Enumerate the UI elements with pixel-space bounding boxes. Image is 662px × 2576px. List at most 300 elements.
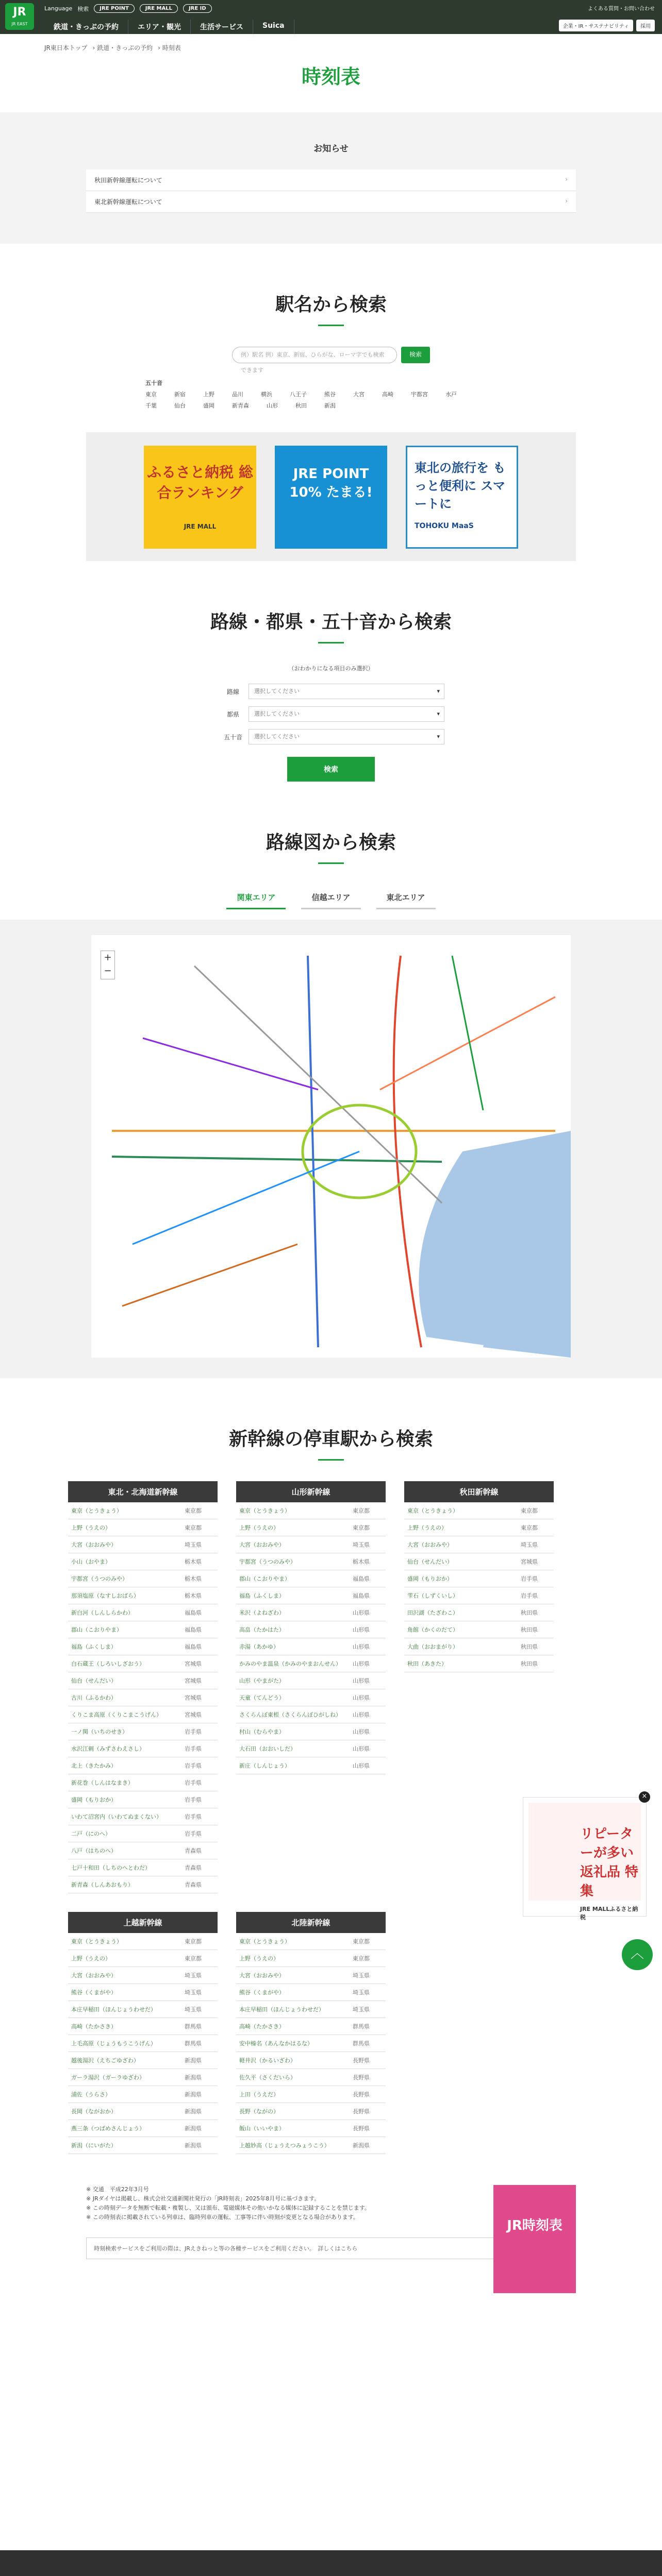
shinkansen-line-name: 北陸新幹線 [236,1912,386,1933]
station-row[interactable] [68,1774,218,1791]
station-name[interactable]: かみのやま温泉（かみのやまおんせん） [236,1655,350,1672]
station-row[interactable] [404,1519,554,1536]
kana-index [145,378,517,412]
station-name[interactable]: 水沢江刺（みずさわえさし） [68,1740,181,1757]
station-name[interactable]: 宇都宮（うつのみや） [236,1553,350,1570]
station-pref: 山形県 [350,1672,386,1689]
station-pref: 埼玉県 [518,1536,554,1553]
station-row[interactable] [236,1706,386,1723]
station-row[interactable] [236,1519,386,1536]
station-row[interactable] [68,2120,218,2137]
station-row[interactable] [68,1570,218,1587]
station-row[interactable] [68,1740,218,1757]
station-name[interactable]: 東京（とうきょう） [236,1502,350,1519]
popup-sub: JRE MALLふるさと納税 [580,1906,638,1921]
station-row[interactable] [236,1740,386,1757]
banner-jre-point[interactable]: JRE POINT 10% たまる! [275,446,387,549]
station-row[interactable] [68,1967,218,1984]
station-row[interactable] [236,2001,386,2018]
nav-suica[interactable]: Suica [253,20,294,34]
kana-station-link[interactable]: 高崎 [382,391,393,398]
station-name[interactable]: 浦佐（うらさ） [68,2086,181,2103]
station-name[interactable]: 上野（うえの） [236,1950,350,1967]
station-name[interactable]: 村山（むらやま） [236,1723,350,1740]
station-row[interactable] [68,2103,218,2120]
station-pref: 東京都 [350,1933,386,1950]
kana-station-link[interactable]: 東京 [145,391,157,398]
station-pref: 岩手県 [518,1587,554,1604]
station-name[interactable]: 大石田（おおいしだ） [236,1740,350,1757]
station-name[interactable]: 佐久平（さくだいら） [236,2069,350,2086]
station-name[interactable]: 郡山（こおりやま） [68,1621,181,1638]
line-search-button[interactable]: 検索 [287,757,375,782]
station-row[interactable] [68,1984,218,2001]
station-pref: 青森県 [181,1842,218,1859]
kana-station-link[interactable]: 熊谷 [324,391,336,398]
kana-station-link[interactable]: 仙台 [174,402,186,409]
tab-tohoku[interactable]: 東北エリア [376,887,436,909]
station-name[interactable]: 福島（ふくしま） [68,1638,181,1655]
station-name[interactable]: 郡山（こおりやま） [236,1570,350,1587]
station-row[interactable] [68,2052,218,2069]
shinkansen-heading: 新幹線の停車駅から検索 [0,1378,662,1461]
station-name[interactable]: 長野（ながの） [236,2103,350,2120]
station-row[interactable] [404,1502,554,1519]
station-row[interactable] [404,1587,554,1604]
station-pref: 福島県 [181,1621,218,1638]
station-name[interactable]: ガーラ湯沢（ガーラゆざわ） [68,2069,181,2086]
shinkansen-line-name: 山形新幹線 [236,1481,386,1502]
station-pref: 埼玉県 [350,1984,386,2001]
station-pref: 宮城県 [181,1706,218,1723]
route-map-graphic [91,935,571,1358]
station-row[interactable] [236,1757,386,1774]
station-row[interactable] [236,1689,386,1706]
station-row[interactable] [236,1553,386,1570]
station-name[interactable]: さくらんぼ東根（さくらんぼひがしね） [236,1706,350,1723]
station-name[interactable]: 越後湯沢（えちごゆざわ） [68,2052,181,2069]
station-pref: 秋田県 [518,1655,554,1672]
station-row[interactable] [236,2018,386,2035]
station-pref: 新潟県 [181,2052,218,2069]
station-row[interactable] [68,2086,218,2103]
station-pref: 東京都 [518,1519,554,1536]
popup-text: リピーターが多い返礼品 特集 [580,1826,639,1899]
station-row[interactable] [236,1655,386,1672]
kana-select[interactable]: 選択してください ▾ [249,729,444,744]
jre-point-link[interactable]: JRE POINT [94,4,134,13]
station-pref: 岩手県 [181,1808,218,1825]
global-nav [44,20,294,34]
station-pref: 東京都 [181,1950,218,1967]
station-search-heading: 駅名から検索 [0,244,662,326]
station-pref: 新潟県 [181,2086,218,2103]
line-search-form [218,664,444,782]
station-pref: 岩手県 [181,1757,218,1774]
station-row[interactable] [68,1536,218,1553]
station-name[interactable]: 東京（とうきょう） [404,1502,518,1519]
station-pref: 山形県 [350,1689,386,1706]
note-line: ※ この時刻データを無断で転載・複製し、又は頒布、電磁媒体その他いかなる媒体に記録することを禁じます。 [86,2205,370,2211]
station-name[interactable]: 宇都宮（うつのみや） [68,1570,181,1587]
station-name[interactable]: 小山（おやま） [68,1553,181,1570]
station-pref: 東京都 [181,1933,218,1950]
station-name[interactable]: 二戸（にのへ） [68,1825,181,1842]
search-link[interactable]: 検索 [77,5,89,12]
station-row[interactable] [404,1553,554,1570]
station-row[interactable] [404,1570,554,1587]
station-name[interactable]: 東京（とうきょう） [68,1502,181,1519]
kana-label: 五十音 [145,380,162,386]
shinkansen-line-name: 上越新幹線 [68,1912,218,1933]
station-row[interactable] [236,1672,386,1689]
kana-station-link[interactable]: 秋田 [295,402,307,409]
site-header [0,0,662,34]
station-pref: 新潟県 [350,2137,386,2154]
nav-area[interactable]: エリア・観光 [128,20,191,34]
station-row[interactable] [236,1950,386,1967]
station-row[interactable] [236,1587,386,1604]
station-pref: 栃木県 [350,1553,386,1570]
banner-tohoku-maas[interactable]: 東北の旅行を もっと便利に スマートに TOHOKU MaaS [406,446,518,549]
station-name[interactable]: 燕三条（つばめさんじょう） [68,2120,181,2137]
station-name[interactable]: 本庄早稲田（ほんじょうわせだ） [68,2001,181,2018]
station-row[interactable] [68,1621,218,1638]
kana-select-label: 五十音 [223,733,242,741]
station-pref: 岩手県 [181,1791,218,1808]
station-row[interactable] [68,1689,218,1706]
station-pref: 群馬県 [350,2035,386,2052]
station-name[interactable]: 高畠（たかはた） [236,1621,350,1638]
station-pref: 山形県 [350,1638,386,1655]
nav-rail[interactable]: 鉄道・きっぷの予約 [44,20,128,34]
station-name[interactable]: 盛岡（もりおか） [68,1791,181,1808]
language-link[interactable]: Language [44,5,73,12]
station-row[interactable] [236,1604,386,1621]
station-row[interactable] [236,2052,386,2069]
service-notice-bar[interactable]: 時刻検索サービスをご利用の際は、JRえきねっと等の各種サービスをご利用ください。 詳しくはこちら [86,2238,576,2259]
station-name[interactable]: 長岡（ながおか） [68,2103,181,2120]
station-row[interactable] [68,2018,218,2035]
station-name[interactable]: 新青森（しんあおもり） [68,1876,181,1893]
station-row[interactable] [236,1933,386,1950]
station-name[interactable]: 安中榛名（あんなかはるな） [236,2035,350,2052]
notice-item[interactable]: 秋田新幹線運転について › [86,170,576,191]
station-row[interactable] [68,1757,218,1774]
station-row[interactable] [236,1984,386,2001]
station-row[interactable] [236,2069,386,2086]
station-row[interactable] [404,1621,554,1638]
notice-section [0,112,662,244]
station-pref: 長野県 [350,2052,386,2069]
station-pref: 埼玉県 [350,1536,386,1553]
station-row[interactable] [68,1604,218,1621]
tab-shinetsu[interactable]: 信越エリア [301,887,360,909]
station-name[interactable]: 東京（とうきょう） [236,1933,350,1950]
station-pref: 山形県 [350,1604,386,1621]
station-row[interactable] [68,2137,218,2154]
tab-kanto[interactable]: 関東エリア [226,887,286,909]
station-pref: 秋田県 [518,1621,554,1638]
station-name[interactable]: 上越妙高（じょうえつみょうこう） [236,2137,350,2154]
header-utility [44,4,212,13]
station-search-input[interactable]: 例）駅名 例）東京、新宿、ひらがな、ローマ字でも検索できます [232,347,397,363]
kana-station-link[interactable]: 上野 [203,391,214,398]
station-row[interactable] [68,1950,218,1967]
station-pref: 長野県 [350,2120,386,2137]
station-name[interactable]: 新庄（しんじょう） [236,1757,350,1774]
station-pref: 埼玉県 [181,1536,218,1553]
station-name[interactable]: 熊谷（くまがや） [236,1984,350,2001]
station-pref: 栃木県 [181,1553,218,1570]
station-pref: 埼玉県 [350,2001,386,2018]
station-row[interactable] [68,1706,218,1723]
station-name[interactable]: 田沢湖（たざわこ） [404,1604,518,1621]
station-pref: 秋田県 [518,1604,554,1621]
breadcrumb: JR東日本トップ › 鉄道・きっぷの予約 › 時刻表 [44,44,181,52]
station-row[interactable] [404,1604,554,1621]
station-name[interactable]: 大宮（おおみや） [236,1967,350,1984]
station-pref: 埼玉県 [350,1967,386,1984]
station-row[interactable] [68,1519,218,1536]
station-pref: 東京都 [350,1950,386,1967]
station-name[interactable]: くりこま高原（くりこまこうげん） [68,1706,181,1723]
station-name[interactable]: 新白河（しんしらかわ） [68,1604,181,1621]
station-name[interactable]: 福島（ふくしま） [236,1587,350,1604]
station-name[interactable]: 熊谷（くまがや） [68,1984,181,2001]
station-name[interactable]: 天童（てんどう） [236,1689,350,1706]
station-name[interactable]: 秋田（あきた） [404,1655,518,1672]
station-pref: 宮城県 [181,1672,218,1689]
site-footer [0,2550,662,2576]
station-row[interactable] [68,1876,218,1893]
station-row[interactable] [68,1723,218,1740]
zoom-control[interactable] [101,951,115,979]
station-name[interactable]: 飯山（いいやま） [236,2120,350,2137]
faq-link[interactable]: よくある質問・お問い合わせ [588,6,655,12]
station-row[interactable] [68,1791,218,1808]
station-name[interactable]: 一ノ関（いちのせき） [68,1723,181,1740]
route-select[interactable]: 選択してください ▾ [249,684,444,699]
station-name[interactable]: 仙台（せんだい） [404,1553,518,1570]
station-name[interactable]: 本庄早稲田（ほんじょうわせだ） [236,2001,350,2018]
station-row[interactable] [68,1553,218,1570]
kana-station-link[interactable]: 新宿 [174,391,186,398]
station-name[interactable]: 上田（うえだ） [236,2086,350,2103]
station-pref: 東京都 [181,1519,218,1536]
note-line: ※ この時刻表に掲載されている列車は、臨時列車の運転、工事等に伴い時刻が変更となる場合があります。 [86,2214,359,2221]
notice-item[interactable]: 東北新幹線運転について › [86,191,576,213]
station-row[interactable] [236,2035,386,2052]
station-name[interactable]: 大宮（おおみや） [236,1536,350,1553]
station-name[interactable]: 山形（やまがた） [236,1672,350,1689]
jre-id-link[interactable]: JRE ID [183,4,212,13]
station-row[interactable] [68,1859,218,1876]
shinkansen-lines [68,1481,594,2154]
page-title: 時刻表 [301,65,360,88]
station-name[interactable]: 白石蔵王（しろいしざおう） [68,1655,181,1672]
station-search-button[interactable]: 検索 [401,347,430,363]
kana-station-link[interactable]: 八王子 [290,391,307,398]
station-pref: 山形県 [350,1723,386,1740]
station-pref: 岩手県 [181,1723,218,1740]
station-name[interactable]: 米沢（よねざわ） [236,1604,350,1621]
station-row[interactable] [236,1638,386,1655]
station-row[interactable] [404,1536,554,1553]
banner-furusato[interactable]: ふるさと納税 総合ランキング JRE MALL [144,446,256,549]
shinkansen-column [68,1912,218,2154]
breadcrumb-item: 時刻表 [162,44,181,52]
kana-station-link[interactable]: 水戸 [445,391,457,398]
pref-select[interactable]: 選択してください ▾ [249,706,444,722]
station-pref: 栃木県 [181,1570,218,1587]
recruit-button[interactable]: 採用 [636,20,655,31]
station-row[interactable] [68,2035,218,2052]
kana-station-link[interactable]: 盛岡 [203,402,214,409]
station-pref: 群馬県 [350,2018,386,2035]
kana-station-link[interactable]: 横浜 [261,391,272,398]
station-name[interactable]: 高崎（たかさき） [236,2018,350,2035]
station-row[interactable] [68,1842,218,1859]
station-name[interactable]: 盛岡（もりおか） [404,1570,518,1587]
station-pref: 長野県 [350,2103,386,2120]
station-name[interactable]: 赤湯（あかゆ） [236,1638,350,1655]
station-row[interactable] [68,2069,218,2086]
station-row[interactable] [68,1808,218,1825]
nav-life[interactable]: 生活サービス [191,20,253,34]
station-row[interactable] [404,1655,554,1672]
station-name[interactable]: 上野（うえの） [68,1950,181,1967]
station-row[interactable] [236,1502,386,1519]
kana-station-link[interactable]: 新青森 [232,402,249,409]
breadcrumb-item[interactable]: JR東日本トップ [44,44,88,52]
station-row[interactable] [68,1655,218,1672]
notes [86,2185,576,2233]
station-name[interactable]: 上野（うえの） [404,1519,518,1536]
station-name[interactable]: 古川（ふるかわ） [68,1689,181,1706]
station-row[interactable] [68,1502,218,1519]
station-pref: 埼玉県 [181,2001,218,2018]
station-pref: 新潟県 [181,2120,218,2137]
station-pref: 山形県 [350,1740,386,1757]
station-row[interactable] [68,1933,218,1950]
pref-label: 都県 [226,710,239,718]
station-row[interactable] [236,1723,386,1740]
station-row[interactable] [236,2086,386,2103]
station-row[interactable] [236,2137,386,2154]
station-name[interactable]: いわて沼宮内（いわてぬまくない） [68,1808,181,1825]
jre-mall-link[interactable]: JRE MALL [140,4,178,13]
station-row[interactable] [68,2001,218,2018]
station-name[interactable]: 雫石（しずくいし） [404,1587,518,1604]
station-row[interactable] [236,1621,386,1638]
station-pref: 群馬県 [181,2018,218,2035]
station-name[interactable]: 大宮（おおみや） [404,1536,518,1553]
station-pref: 福島県 [181,1604,218,1621]
station-pref: 青森県 [181,1876,218,1893]
kana-station-link[interactable]: 品川 [232,391,243,398]
station-row[interactable] [236,2120,386,2137]
station-name[interactable]: 上野（うえの） [68,1519,181,1536]
station-name[interactable]: 軽井沢（かるいざわ） [236,2052,350,2069]
station-row[interactable] [236,1967,386,1984]
kana-station-link[interactable]: 千葉 [145,402,157,409]
station-row[interactable] [236,1536,386,1553]
breadcrumb-item[interactable]: 鉄道・きっぷの予約 [97,44,153,52]
ad-popup[interactable] [523,1792,648,1921]
station-name[interactable]: 上毛高原（じょうもうこうげん） [68,2035,181,2052]
corp-button[interactable]: 企業・IR・サステナビリティ [559,20,633,31]
station-name[interactable]: 新潟（にいがた） [68,2137,181,2154]
station-pref: 宮城県 [518,1553,554,1570]
station-name[interactable]: 角館（かくのだて） [404,1621,518,1638]
station-pref: 福島県 [350,1587,386,1604]
station-name[interactable]: 八戸（はちのへ） [68,1842,181,1859]
station-pref: 埼玉県 [181,1984,218,2001]
station-row[interactable] [404,1638,554,1655]
station-row[interactable] [68,1587,218,1604]
shinkansen-column [236,1912,386,2154]
station-row[interactable] [68,1638,218,1655]
station-pref: 埼玉県 [181,1967,218,1984]
shinkansen-column [68,1481,218,1893]
station-pref: 岩手県 [181,1774,218,1791]
zoom-out-button[interactable]: − [104,965,112,976]
station-row[interactable] [68,1672,218,1689]
station-pref: 東京都 [350,1502,386,1519]
station-pref: 東京都 [350,1519,386,1536]
station-pref: 山形県 [350,1621,386,1638]
station-name[interactable]: 大宮（おおみや） [68,1536,181,1553]
station-pref: 新潟県 [181,2103,218,2120]
station-pref: 山形県 [350,1655,386,1672]
line-search-heading: 路線・都県・五十音から検索 [0,561,662,643]
station-pref: 福島県 [350,1570,386,1587]
station-name[interactable]: 東京（とうきょう） [68,1933,181,1950]
station-name[interactable]: 那須塩原（なすしおばら） [68,1587,181,1604]
route-map[interactable] [91,935,571,1358]
kana-station-link[interactable]: 山形 [267,402,278,409]
station-row[interactable] [68,1825,218,1842]
station-row[interactable] [236,2103,386,2120]
station-name[interactable]: 大宮（おおみや） [68,1967,181,1984]
station-pref: 東京都 [518,1502,554,1519]
banner-area [86,432,576,561]
close-icon[interactable]: × [639,1791,650,1803]
station-pref: 山形県 [350,1706,386,1723]
station-pref: 東京都 [181,1502,218,1519]
station-name[interactable]: 大曲（おおまがり） [404,1638,518,1655]
kana-station-link[interactable]: 新潟 [324,402,336,409]
station-name[interactable]: 高崎（たかさき） [68,2018,181,2035]
station-pref: 福島県 [181,1638,218,1655]
station-row[interactable] [236,1570,386,1587]
station-pref: 新潟県 [181,2069,218,2086]
jr-logo[interactable]: JR JR EAST [5,3,34,30]
station-name[interactable]: 上野（うえの） [236,1519,350,1536]
station-name[interactable]: 新花巻（しんはなまき） [68,1774,181,1791]
line-search-hint: （おわかりになる項目のみ選択） [288,665,374,672]
back-to-top-button[interactable]: ︿ [622,1939,653,1970]
note-line: ※ JRダイヤは掲載し、株式会社交通新聞社発行の「JR時刻表」2025年8月号に基づきます。 [86,2195,320,2202]
zoom-in-button[interactable]: + [104,952,112,963]
station-name[interactable]: 仙台（せんだい） [68,1672,181,1689]
station-name[interactable]: 北上（きたかみ） [68,1757,181,1774]
jr-timetable-book[interactable]: JR時刻表 [493,2185,576,2293]
station-name[interactable]: 七戸十和田（しちのへとわだ） [68,1859,181,1876]
kana-station-link[interactable]: 大宮 [353,391,365,398]
kana-station-link[interactable]: 宇都宮 [411,391,428,398]
